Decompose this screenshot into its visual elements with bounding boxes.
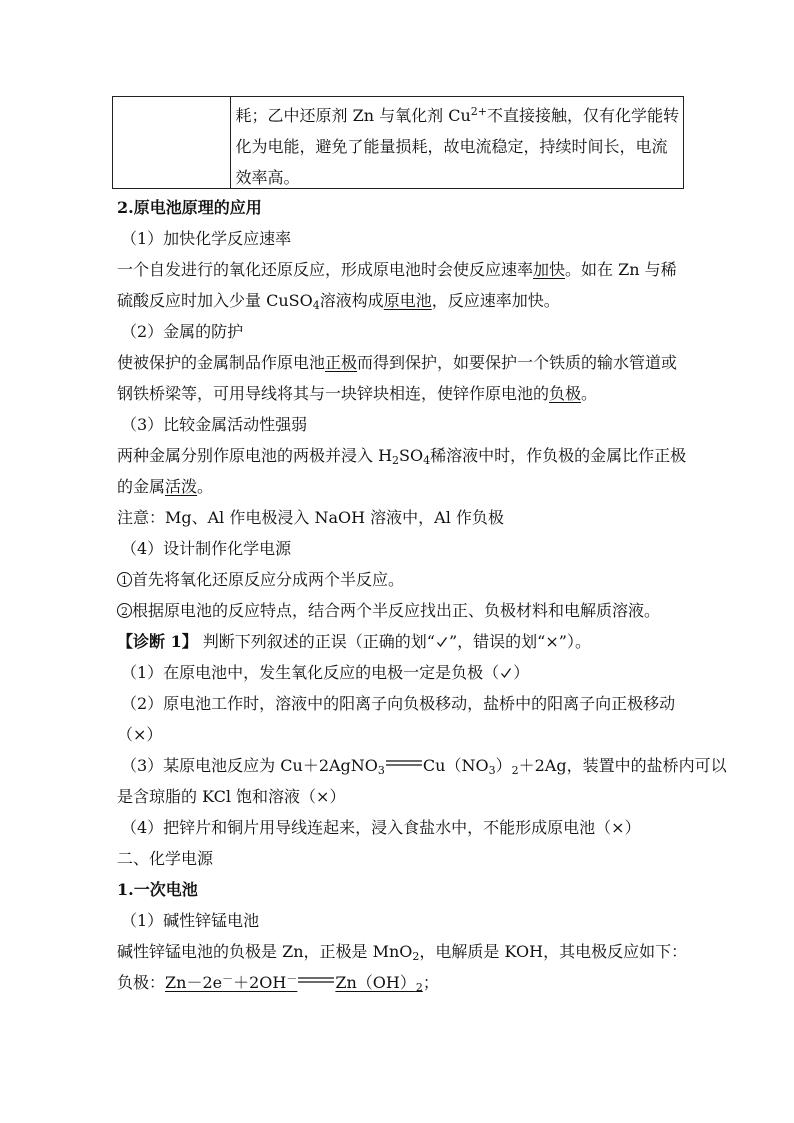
paragraph-line	[117, 936, 687, 967]
text-run: 两种金属分别作原电池的两极并浸入 H	[117, 446, 393, 465]
text-run: SO	[399, 446, 424, 465]
text-run: 一个自发进行的氧化还原反应，形成原电池时会使反应速率	[117, 260, 534, 279]
text-run: Zn－2e	[165, 973, 223, 992]
diagnosis-label: 【诊断 1】	[117, 632, 198, 651]
paragraph-line	[117, 471, 687, 502]
paragraph-line	[117, 285, 687, 316]
text-run: 不直接接触，仅有化学能转	[486, 106, 679, 125]
paragraph-line	[117, 378, 687, 409]
equation-line	[117, 967, 687, 998]
text-run: 钢铁桥梁等，可用导线将其与一块锌块相连，使锌作原电池的	[117, 384, 550, 403]
diagnosis-intro	[117, 626, 687, 657]
subscript: 4	[312, 299, 320, 312]
subscript: 4	[423, 454, 431, 467]
subscript: 3	[488, 764, 496, 777]
text-run: 负极：	[117, 973, 166, 992]
text-run: 耗；乙中还原剂 Zn 与氧化剂 Cu	[235, 106, 471, 125]
subheading: （1）加快化学反应速率	[121, 229, 292, 248]
text-run: 的金属	[117, 477, 166, 496]
circled-number: 1	[117, 572, 132, 587]
underlined-answer: 加快	[533, 260, 566, 279]
text-run: 稀溶液中时，作负极的金属比作正极	[430, 446, 687, 465]
text-run: 判断下列叙述的正误（正确的划“	[197, 632, 435, 651]
text-run: （1）在原电池中，发生氧化反应的电极一定是负极（	[121, 663, 500, 682]
circled-number: 2	[117, 603, 132, 618]
subheading: （3）比较金属活动性强弱	[121, 415, 308, 434]
subscript: 3	[377, 764, 385, 777]
subheading: （4）设计制作化学电源	[121, 539, 292, 558]
text-run: ；	[422, 973, 439, 992]
question-line: （4）把锌片和铜片用导线连起来，浸入食盐水中，不能形成原电池（×）	[121, 818, 641, 837]
paragraph-line	[117, 254, 687, 285]
question-line	[117, 750, 727, 781]
question-line	[117, 657, 687, 688]
section-heading: 二、化学电源	[117, 849, 214, 868]
question-line: （×）	[117, 725, 163, 744]
text-run: 根据原电池的反应特点，结合两个半反应找出正、负极材料和电解质溶液。	[132, 601, 661, 620]
text-run: Zn（OH）	[335, 973, 416, 992]
subscript: 2	[392, 454, 400, 467]
superscript: －	[286, 972, 298, 985]
text-run: 溶液构成	[319, 291, 384, 310]
text-run: ）	[513, 663, 530, 682]
subheading: （1）碱性锌锰电池	[121, 911, 260, 930]
underlined-answer: 负极	[549, 384, 582, 403]
comparison-table-fragment	[112, 96, 684, 189]
equals-sign-icon	[297, 975, 335, 985]
table-line	[236, 100, 679, 131]
superscript: －	[222, 972, 234, 985]
note-line: 注意：Mg、Al 作电极浸入 NaOH 溶液中，Al 作负极	[117, 508, 504, 527]
table-cell-text	[231, 97, 683, 188]
step-line	[117, 564, 687, 595]
subscript: 2	[415, 981, 423, 994]
text-run: ”，错误的划“×”）。	[449, 632, 591, 651]
section-heading: 2.原电池原理的应用	[117, 198, 262, 217]
text-run: 首先将氧化还原反应分成两个半反应。	[132, 570, 405, 589]
underlined-answer: 原电池	[383, 291, 432, 310]
body-text	[117, 192, 727, 998]
text-run: ＋2OH	[233, 973, 287, 992]
paragraph-line	[117, 440, 687, 471]
step-line	[117, 595, 687, 626]
text-run: Cu（NO	[422, 756, 489, 775]
check-mark-icon	[500, 667, 512, 679]
check-mark-icon	[436, 636, 448, 648]
table-line: 化为电能，避免了能量损耗，故电流稳定，持续时间长，电流	[235, 137, 668, 156]
superscript: 2+	[470, 105, 487, 118]
question-line: （2）原电池工作时，溶液中的阳离子向负极移动，盐桥中的阳离子向正极移动	[121, 694, 676, 713]
text-run: ＋2Ag，装置中的盐桥内可以	[518, 756, 727, 775]
subsection-heading: 1.一次电池	[117, 880, 198, 899]
table-line: 效率高。	[235, 168, 300, 187]
text-run: 。	[197, 477, 214, 496]
text-run: 。	[581, 384, 598, 403]
text-run: ，反应速率加快。	[431, 291, 560, 310]
text-run: ，电解质是 KOH，其电极反应如下：	[419, 942, 688, 961]
question-line: 是含琼脂的 KCl 饱和溶液（×）	[117, 787, 346, 806]
subheading: （2）金属的防护	[121, 322, 244, 341]
paragraph-line	[117, 347, 687, 378]
text-run: 硫酸反应时加入少量 CuSO	[117, 291, 313, 310]
text-run: 使被保护的金属制品作原电池	[117, 353, 326, 372]
text-run: 而得到保护，如要保护一个铁质的输水管道或	[357, 353, 678, 372]
underlined-answer: 活泼	[165, 477, 198, 496]
text-run: （3）某原电池反应为 Cu＋2AgNO	[121, 756, 378, 775]
subscript: 2	[412, 950, 420, 963]
underlined-equation	[165, 973, 423, 992]
subscript: 2	[511, 764, 519, 777]
table-cell-empty	[113, 97, 231, 188]
text-run: ）	[495, 756, 512, 775]
equals-sign-icon	[385, 758, 423, 768]
text-run: 碱性锌锰电池的负极是 Zn，正极是 MnO	[117, 942, 413, 961]
underlined-answer: 正极	[325, 353, 358, 372]
text-run: 。如在 Zn 与稀	[565, 260, 677, 279]
